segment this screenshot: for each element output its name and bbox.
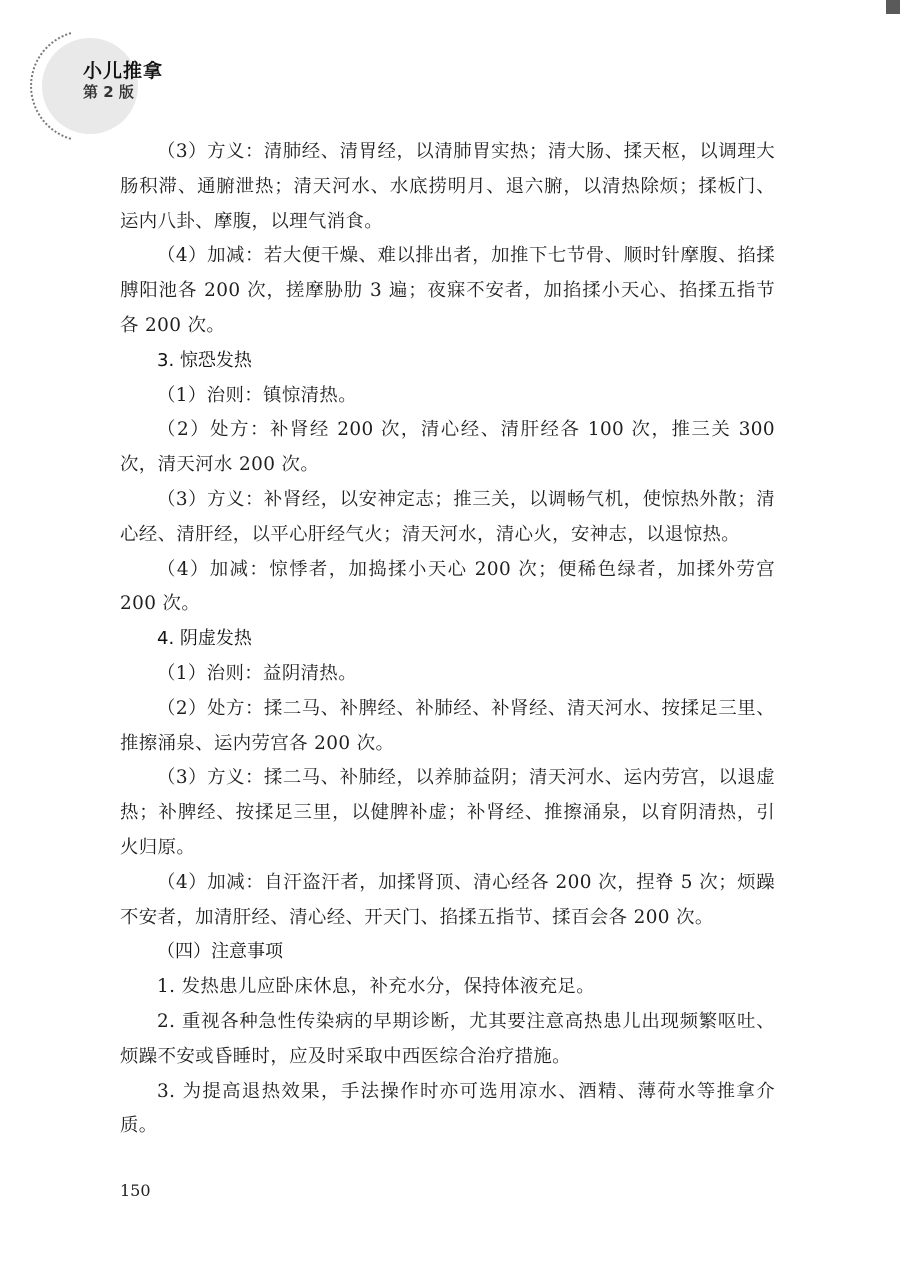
corner-mark <box>886 0 900 14</box>
book-title: 小儿推拿 <box>83 60 164 82</box>
paragraph: （4）加减：惊悸者，加捣揉小天心 200 次；便稀色绿者，加揉外劳宫 200 次。 <box>120 558 775 615</box>
paragraph: 2. 重视各种急性传染病的早期诊断，尤其要注意高热患儿出现频繁呕吐、烦躁不安或昏睡时，应及时采取中西医综合治疗措施。 <box>120 1010 775 1067</box>
edition-label: 第 2 版 <box>83 83 134 101</box>
section-heading: （四）注意事项 <box>157 941 283 963</box>
paragraph: （4）加减：自汗盗汗者，加揉肾顶、清心经各 200 次，捏脊 5 次；烦躁不安者，加清肝经、清心经、开天门、掐揉五指节、揉百会各 200 次。 <box>120 871 775 928</box>
paragraph: 1. 发热患儿应卧床休息，补充水分，保持体液充足。 <box>157 976 595 998</box>
paragraph: （1）治则：镇惊清热。 <box>157 384 358 406</box>
section-heading: 3. 惊恐发热 <box>157 349 252 371</box>
section-heading: 4. 阴虚发热 <box>157 628 252 650</box>
paragraph: （3）方义：补肾经，以安神定志；推三关，以调畅气机，使惊热外散；清心经、清肝经，以平心肝经气火；清天河水，清心火，安神志，以退惊热。 <box>120 488 775 545</box>
paragraph: （2）处方：揉二马、补脾经、补肺经、补肾经、清天河水、按揉足三里、推擦涌泉、运内劳宫各 200 次。 <box>120 697 775 754</box>
page-content <box>120 135 775 1144</box>
paragraph: （4）加减：若大便干燥、难以排出者，加推下七节骨、顺时针摩腹、掐揉膊阳池各 200 次，搓摩胁肋 3 遍；夜寐不安者，加掐揉小天心、掐揉五指节各 200 次。 <box>120 245 775 336</box>
page-number: 150 <box>120 1181 151 1200</box>
paragraph: （2）处方：补肾经 200 次，清心经、清肝经各 100 次，推三关 300 次，清天河水 200 次。 <box>120 419 775 476</box>
paragraph: 3. 为提高退热效果，手法操作时亦可选用凉水、酒精、薄荷水等推拿介质。 <box>120 1080 775 1137</box>
paragraph: （3）方义：揉二马、补肺经，以养肺益阴；清天河水、运内劳宫，以退虚热；补脾经、按揉足三里，以健脾补虚；补肾经、推擦涌泉，以育阴清热，引火归原。 <box>120 767 775 858</box>
paragraph: （1）治则：益阴清热。 <box>157 662 358 684</box>
paragraph: （3）方义：清肺经、清胃经，以清肺胃实热；清大肠、揉天枢，以调理大肠积滞、通腑泄热；清天河水、水底捞明月、退六腑，以清热除烦；揉板门、运内八卦、摩腹，以理气消食。 <box>120 141 775 232</box>
